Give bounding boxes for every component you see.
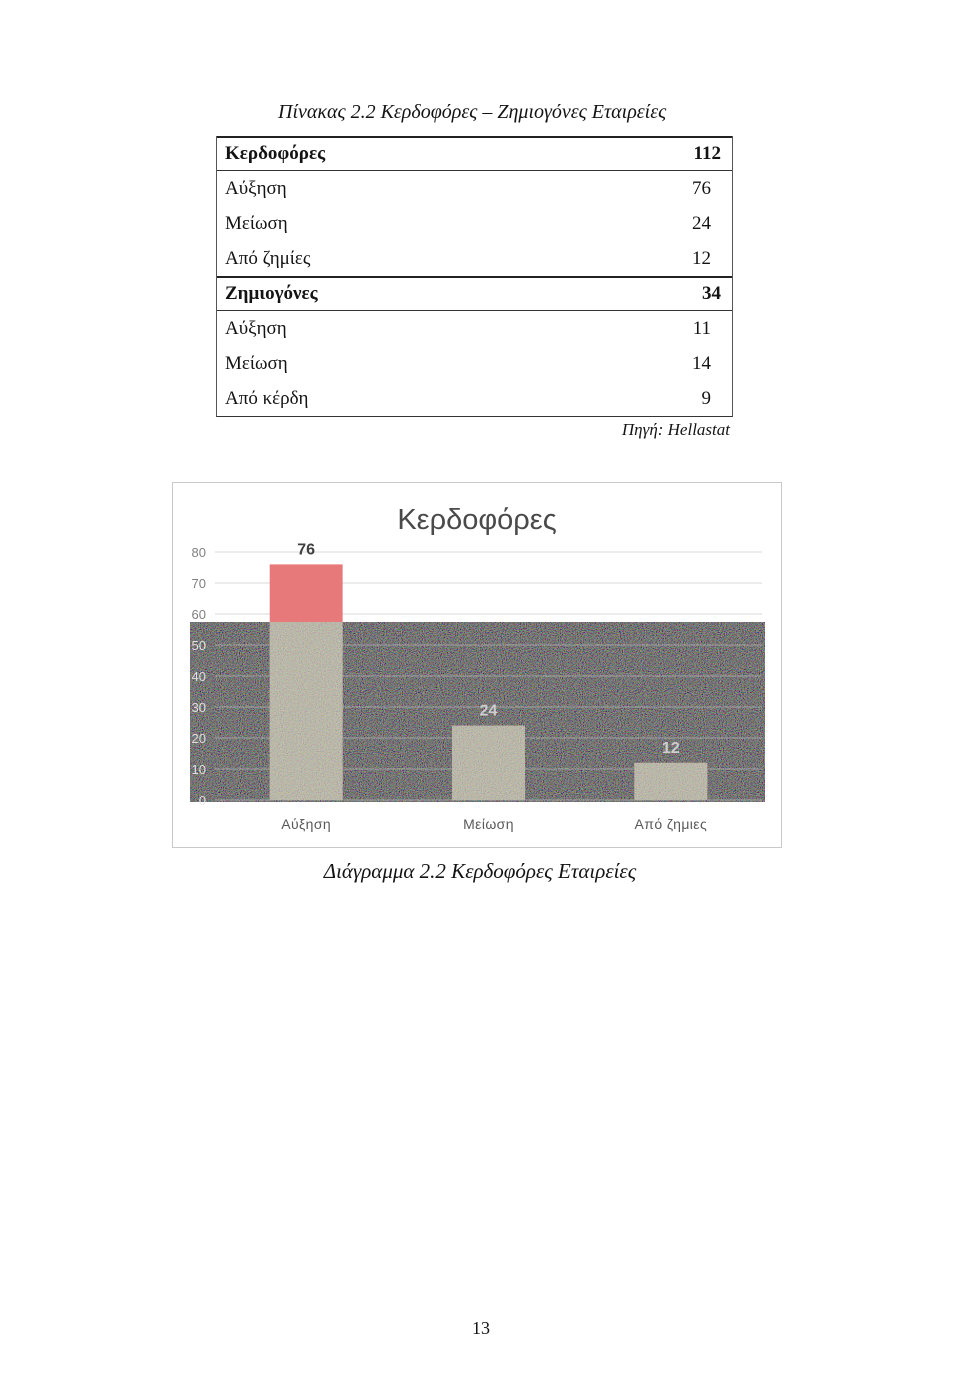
group-label: Κερδοφόρες	[225, 143, 326, 164]
y-tick-label: 20	[191, 731, 206, 746]
x-category-label: Μείωση	[463, 816, 514, 832]
row-label: Από κέρδη	[225, 387, 309, 409]
row-value: 14	[692, 352, 711, 374]
x-category-label: Από ζημιες	[634, 816, 708, 832]
table-caption: Πίνακας 2.2 Κερδοφόρες – Ζημιογόνες Εταιρείες	[278, 101, 667, 123]
row-label: Αύξηση	[225, 177, 287, 199]
group-total: 112	[693, 143, 721, 164]
row-value: 12	[692, 247, 711, 269]
row-label: Μείωση	[225, 212, 288, 234]
chart-svg	[172, 482, 782, 848]
source-note: Πηγή: Hellastat	[621, 420, 730, 439]
y-tick-label: 80	[191, 545, 206, 560]
table-row	[217, 346, 732, 381]
x-category-label: Αύξηση	[281, 816, 332, 832]
y-tick-label: 70	[191, 576, 206, 591]
page-number: 13	[472, 1318, 490, 1338]
scan-noise-overlay	[190, 622, 765, 802]
y-tick-label: 30	[191, 700, 206, 715]
data-label: 24	[479, 702, 498, 720]
table-row	[217, 241, 732, 276]
row-label: Από ζημίες	[225, 247, 311, 269]
data-label: 12	[661, 739, 680, 757]
data-label: 76	[297, 541, 316, 559]
y-tick-label: 0	[198, 793, 206, 808]
y-tick-label: 60	[191, 607, 206, 622]
table-group-row	[217, 136, 732, 171]
row-label: Αύξηση	[225, 317, 287, 339]
table-row	[217, 311, 732, 346]
table-group-row	[217, 276, 732, 311]
y-tick-label: 10	[191, 762, 206, 777]
table-row	[217, 206, 732, 241]
bar-chart	[172, 482, 782, 848]
chart-title: Κερδοφόρες	[397, 504, 557, 536]
table-row	[217, 381, 732, 416]
group-label: Ζημιογόνες	[225, 283, 318, 304]
chart-caption: Διάγραμμα 2.2 Κερδοφόρες Εταιρείες	[323, 859, 637, 883]
row-value: 76	[692, 177, 711, 199]
y-tick-label: 50	[191, 638, 206, 653]
companies-table	[216, 136, 733, 417]
y-tick-label: 40	[191, 669, 206, 684]
group-total: 34	[702, 283, 721, 304]
row-label: Μείωση	[225, 352, 288, 374]
row-value: 11	[692, 317, 711, 339]
row-value: 9	[701, 387, 711, 409]
row-value: 24	[692, 212, 711, 234]
table-row	[217, 171, 732, 206]
